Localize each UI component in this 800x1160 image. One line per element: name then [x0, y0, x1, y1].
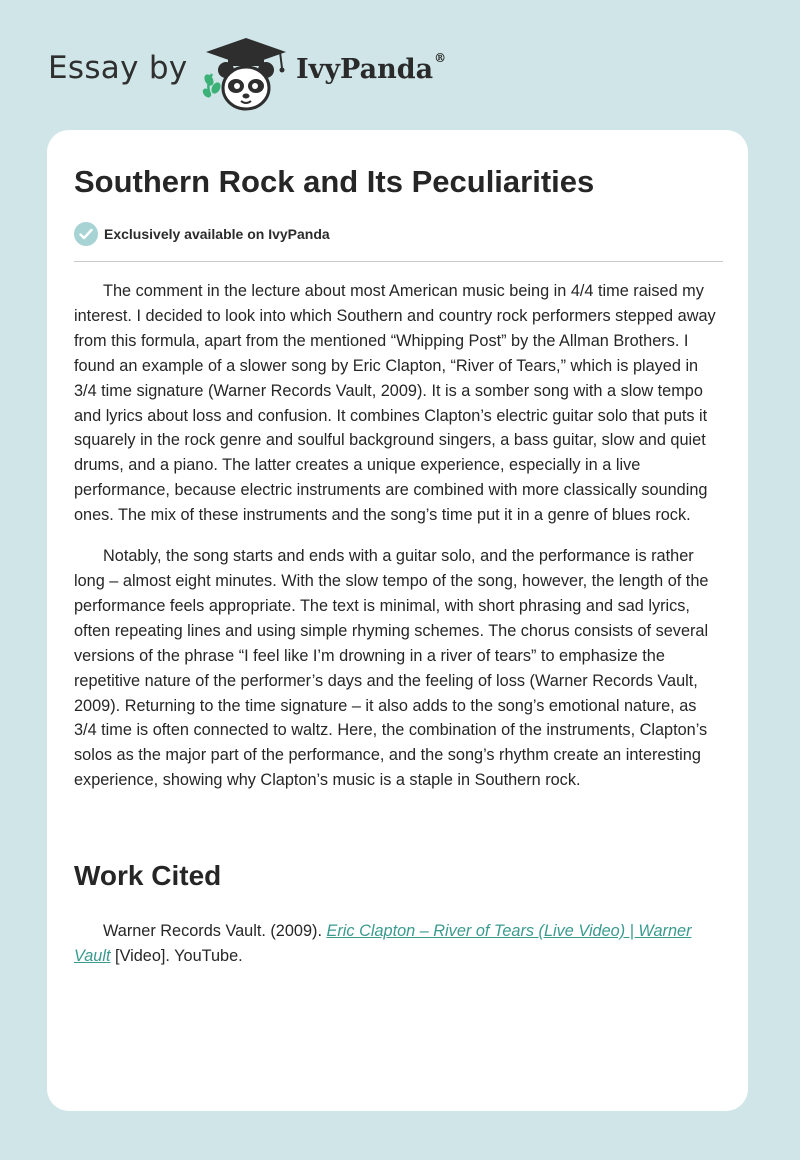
page-title: Southern Rock and Its Peculiarities [74, 164, 595, 199]
brand-name[interactable]: IvyPanda® [296, 51, 447, 85]
panda-graduate-icon[interactable] [200, 36, 292, 112]
paragraph-1: The comment in the lecture about most American music being in 4/4 time raised my interest. I decided to look into which Southern and country rock performers stepped away from this formula, apart from the mentioned “Whipping Post” by the Allman Brothers. I found an example of a slower song by Eric Clapton, “River of Tears,” which is played in 3/4 time signature (Warner Records Vault, 2009). It is a somber song with a slow tempo and lyrics about loss and confusion. It combines Clapton’s electric guitar solo that puts it squarely in the rock genre and soulful background singers, a bass guitar, slow and quiet drums, and a piano. The latter creates a unique experience, especially in a live performance, because electric instruments are combined with more classically sounding ones. The mix of these instruments and the song’s time put it in a genre of blues rock. [74, 282, 716, 525]
title-divider [74, 261, 723, 262]
citation-entry [74, 919, 723, 969]
paragraph-2: Notably, the song starts and ends with a guitar solo, and the performance is rather long – almost eight minutes. With the slow tempo of the song, however, the length of the performance feels appropriate. The text is minimal, with short phrasing and sad lyrics, often repeating lines and using simple rhyming schemes. The chorus consists of several versions of the phrase “I feel like I’m drowning in a river of tears” to emphasize the repetitive nature of the performer’s days and the feeling of loss (Warner Records Vault, 2009). Returning to the time signature – it also adds to the song’s emotional nature, as 3/4 time is often connected to waltz. Here, the combination of the instruments, Clapton’s solos as the major part of the performance, and the song’s rhythm create an interesting experience, showing why Clapton’s music is a staple in Southern rock. [74, 547, 709, 790]
exclusive-badge [74, 222, 330, 246]
registered-mark: ® [434, 51, 447, 65]
citation-suffix: [Video]. YouTube. [110, 946, 243, 965]
check-circle-icon [74, 222, 98, 246]
essay-by-label: Essay by [48, 50, 188, 86]
essay-body [74, 279, 723, 809]
citation-prefix: Warner Records Vault. (2009). [103, 922, 327, 940]
citation-video-link[interactable]: Eric Clapton – River of Tears (Live Video) | Warner Vault [74, 922, 692, 965]
site-header [0, 0, 800, 130]
essay-card [47, 130, 748, 1111]
references-heading: Work Cited [74, 860, 222, 891]
badge-label: Exclusively available on IvyPanda [104, 226, 330, 242]
